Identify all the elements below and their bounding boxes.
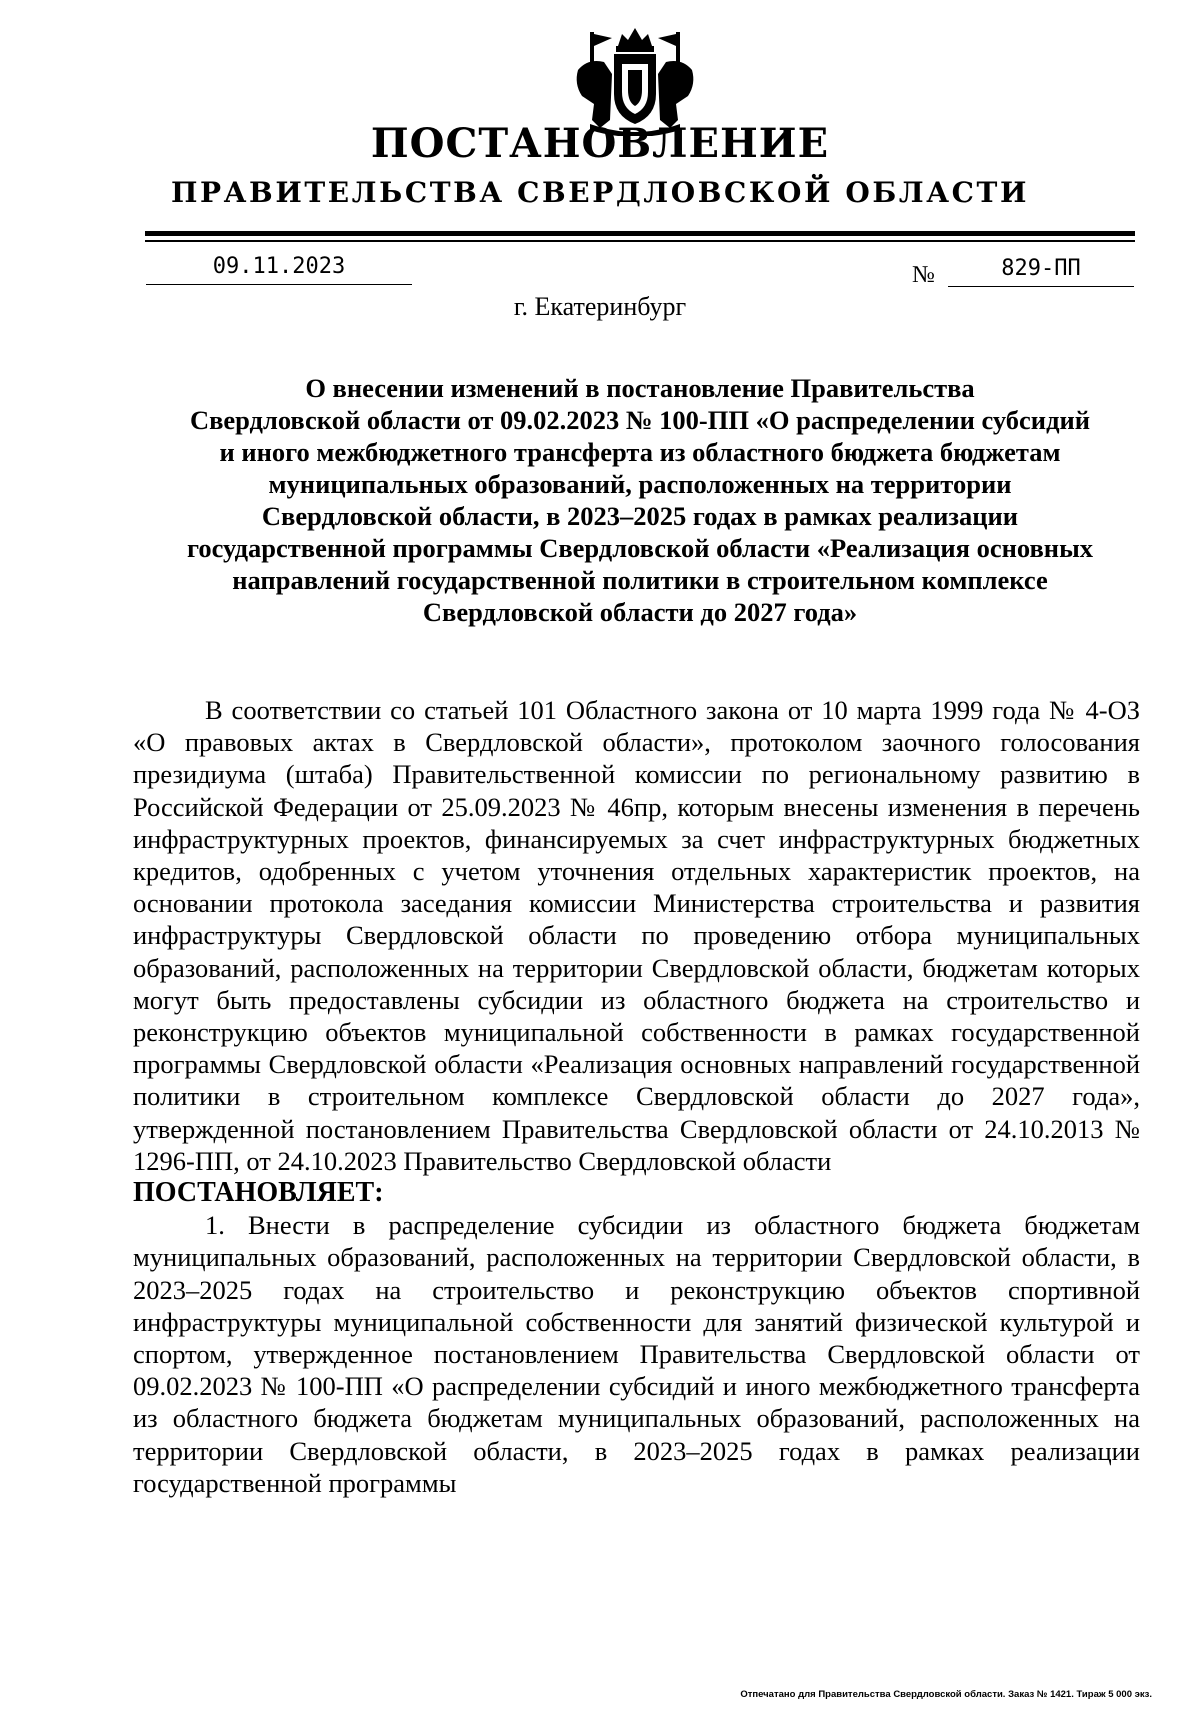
heading-line: муниципальных образований, расположенных на территории [268, 469, 1012, 499]
issuing-authority: ПРАВИТЕЛЬСТВА СВЕРДЛОВСКОЙ ОБЛАСТИ [170, 176, 1030, 209]
item-1-paragraph: 1. Внести в распределение субсидии из областного бюджета бюджетам муниципальных образований, расположенных на территории Свердловской области, в 2023–2025 годах на строительство и реконструкцию объектов спортивной инфраструктуры муниципальной собственности для занятий физической культурой и спортом, утвержденное постановлением Правительства Свердловской области от 09.02.2023 № 100-ПП «О распределении субсидий и иного межбюджетного трансферта из областного бюджета бюджетам муниципальных образований, расположенных на территории Свердловской области, в 2023–2025 годах в рамках реализации государственной программы [133, 1210, 1140, 1498]
preamble-paragraph: В соответствии со статьей 101 Областного закона от 10 марта 1999 года № 4-ОЗ «О правовых актах в Свердловской области», протоколом заочного голосования президиума (штаба) Правительственной комиссии по региональному развитию в Российской Федерации от 25.09.2023 № 46пр, которым внесены изменения в перечень инфраструктурных проектов, финансируемых за счет инфраструктурных бюджетных кредитов, одобренных с учетом уточнения отдельных характеристик проектов, на основании протокола заседания комиссии Министерства строительства и развития инфраструктуры Свердловской области по проведению отбора муниципальных образований, расположенных на территории Свердловской области, бюджетам которых могут быть предоставлены субсидии из областного бюджета на строительство и реконструкцию объектов муниципальной собственности в рамках государственной программы Свердловской области «Реализация основных направлений государственной политики в строительном комплексе Свердловской области до 2027 года», утвержденной постановлением Правительства Свердловской области от 24.10.2013 № 1296-ПП, от 24.10.2023 Правительство Свердловской области [133, 695, 1140, 1176]
document-number: 829-ПП [948, 252, 1134, 287]
heading-line: Свердловской области от 09.02.2023 № 100-ПП «О распределении субсидий [189, 405, 1091, 435]
heading-line: Свердловской области до 2027 года» [422, 597, 858, 627]
document-heading [140, 372, 1140, 628]
heading-line: О внесении изменений в постановление Правительства [305, 373, 975, 403]
document-city: г. Екатеринбург [513, 292, 687, 321]
document-body [133, 694, 1140, 1499]
print-note: Отпечатано для Правительства Свердловской области. Заказ № 1421. Тираж 5 000 экз. [740, 1689, 1152, 1700]
heading-line: направлений государственной политики в строительном комплексе [232, 565, 1048, 595]
header-rule-thick [145, 231, 1135, 236]
decree-word: ПОСТАНОВЛЯЕТ: [133, 1177, 384, 1209]
heading-line: и иного межбюджетного трансферта из областного бюджета бюджетам [219, 437, 1061, 467]
heading-line: Свердловской области, в 2023–2025 годах в рамках реализации [261, 501, 1019, 531]
number-sign: № [912, 262, 935, 288]
document-title: ПОСТАНОВЛЕНИЕ [370, 120, 830, 167]
document-date: 09.11.2023 [146, 250, 412, 285]
header-rule-thin [145, 240, 1135, 242]
heading-line: государственной программы Свердловской области «Реализация основных [186, 533, 1094, 563]
